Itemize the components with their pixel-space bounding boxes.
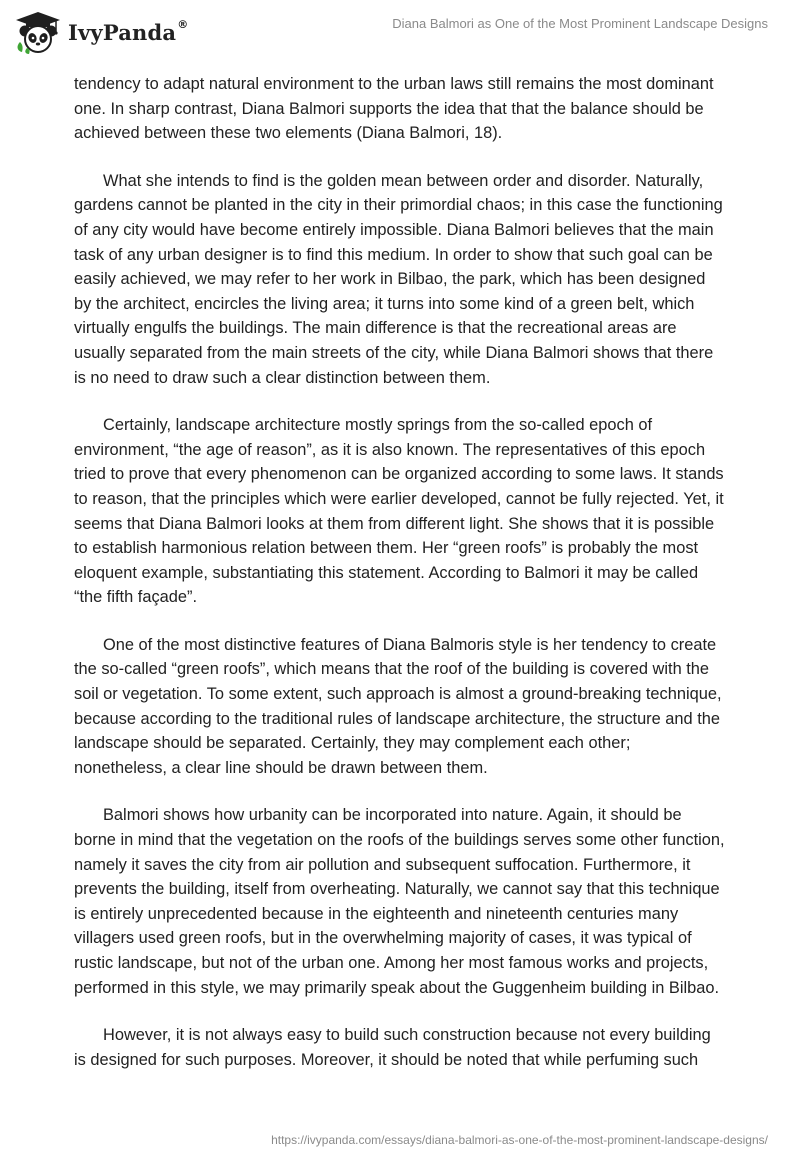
source-url-link[interactable]: https://ivypanda.com/essays/diana-balmori-as-one-of-the-most-prominent-landscape-designs/	[271, 1133, 768, 1147]
registered-mark: ®	[177, 17, 189, 31]
paragraph: One of the most distinctive features of Diana Balmoris style is her tendency to create the so-called “green roofs”, which means that the roof of the building is covered with the soil or vegetation. To some extent, such approach is almost a ground-breaking technique, because according to the traditional rules of landscape architecture, the structure and the landscape should be separated. Certainly, they may complement each other; nonetheless, a clear line should be drawn between them.	[74, 635, 722, 777]
paragraph: What she intends to find is the golden mean between order and disorder. Naturally, gardens cannot be planted in the city in their primordial chaos; in this case the functioning of any city would have become entirely impossible. Diana Balmori believes that the main task of any urban designer is to find this medium. In order to show that such goal can be easily achieved, we may refer to her work in Bilbao, the park, which has been designed by the architect, encircles the living area; it turns into some kind of a green belt, which virtually engulfs the buildings. The main difference is that the recreational areas are usually separated from the main streets of the city, while Diana Balmori shows that there is no need to draw such a clear distinction between them.	[74, 171, 723, 387]
page-header	[0, 0, 800, 60]
paragraph: However, it is not always easy to build such construction because not every building is designed for such purposes. Moreover, it should be noted that while perfuming such	[74, 1026, 711, 1069]
paragraph: tendency to adapt natural environment to the urban laws still remains the most dominant one. In sharp contrast, Diana Balmori supports the idea that that the balance should be achieved between these two elements (Diana Balmori, 18).	[74, 75, 714, 143]
essay-body	[74, 72, 726, 1095]
ivypanda-logo[interactable]	[14, 8, 188, 56]
paragraph: Balmori shows how urbanity can be incorporated into nature. Again, it should be borne in mind that the vegetation on the roofs of the buildings serves some other function, namely it saves the city from air pollution and subsequent suffocation. Furthermore, it prevents the building, itself from overheating. Naturally, we cannot say that this technique is entirely unprecedented because in the eighteenth and nineteenth centuries many villagers used green roofs, but in the overwhelming majority of cases, it was typical of rustic landscape, but not of the urban one. Among her most famous works and projects, performed in this style, we may primarily speak about the Guggenheim building in Bilbao.	[74, 806, 725, 997]
paragraph: Certainly, landscape architecture mostly springs from the so-called epoch of environment, “the age of reason”, as it is also known. The representatives of this epoch tried to prove that every phenomenon can be organized according to some laws. It stands to reason, that the principles which were earlier developed, cannot be fully rejected. Yet, it seems that Diana Balmori looks at them from different light. She shows that it is possible to establish harmonious relation between them. Her “green roofs” is probably the most eloquent example, substantiating this statement. According to Balmori it may be called “the fifth façade”.	[74, 416, 724, 607]
brand-name: IvyPanda®	[68, 17, 189, 45]
panda-graduate-icon	[14, 10, 62, 54]
document-title: Diana Balmori as One of the Most Prominent Landscape Designs	[392, 16, 768, 31]
